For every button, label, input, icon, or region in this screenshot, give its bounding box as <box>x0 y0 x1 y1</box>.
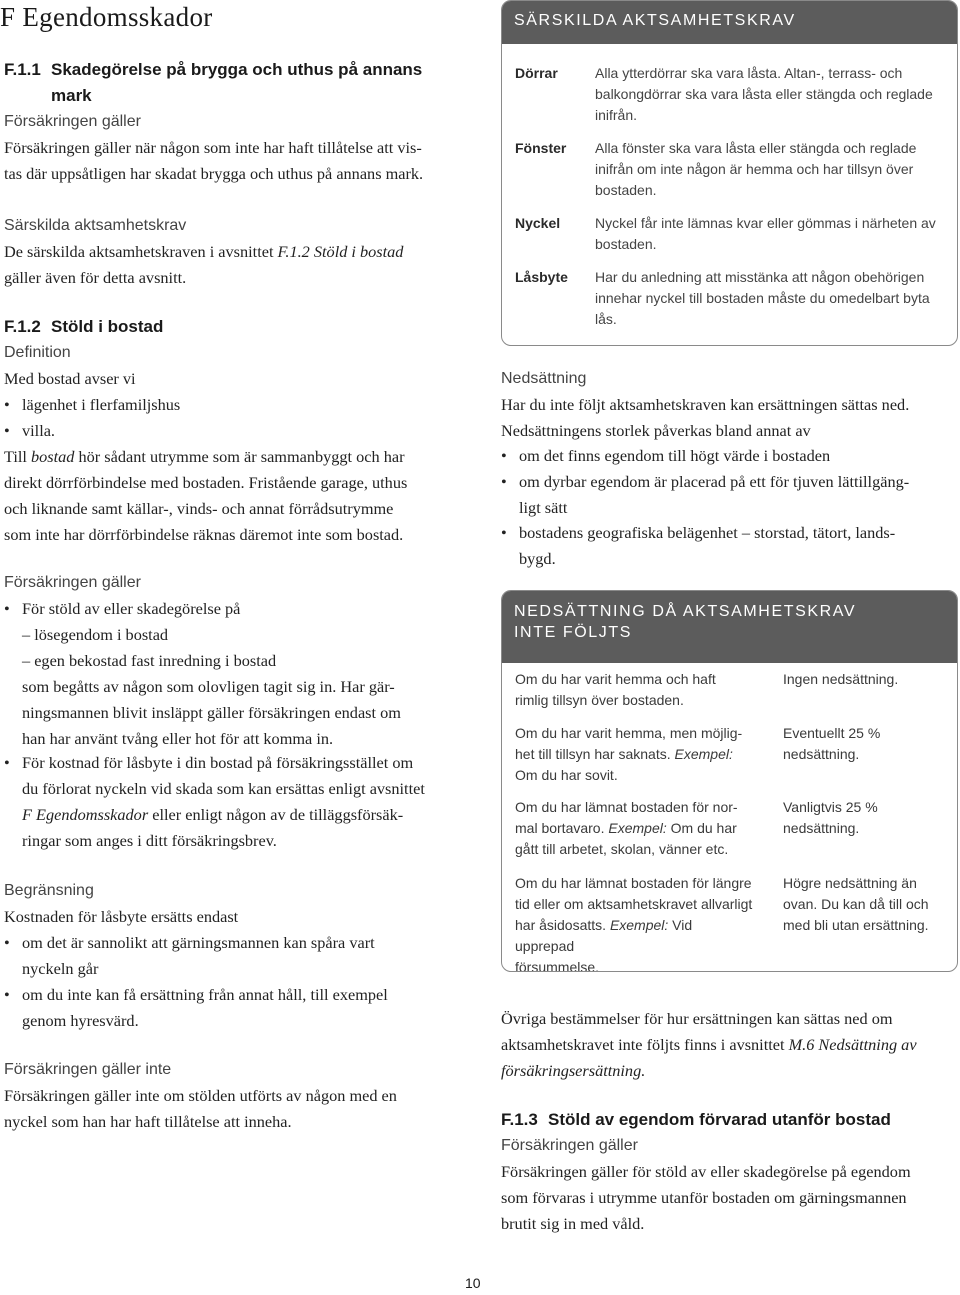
limitation-list <box>4 930 474 956</box>
requirement-label: Nyckel <box>515 215 561 231</box>
text: het till tillsyn har saknats. <box>515 746 675 762</box>
text: De särskilda aktsamhetskraven i avsnittet <box>4 242 278 261</box>
paragraph-line: direkt dörrförbindelse med bostaden. Fristående garage, uthus <box>4 473 408 492</box>
requirement-text <box>595 213 943 255</box>
text-line: nedsättning. <box>783 820 860 836</box>
text-line: Har du anledning att misstänka att någon obehörigen <box>595 269 925 285</box>
paragraph-line: genom hyresvärd. <box>22 1011 139 1030</box>
paragraph-line: Har du inte följt aktsamhetskraven kan ersättningen sättas ned. <box>501 395 910 414</box>
list-item: • lägenhet i flerfamiljshus <box>4 392 474 418</box>
paragraph-line <box>4 239 474 265</box>
section-reference: M.6 Nedsättning av <box>788 1035 917 1054</box>
text-line: rimlig tillsyn över bostaden. <box>515 692 684 708</box>
section-reference: försäkringsersättning. <box>501 1061 646 1080</box>
text-line <box>515 915 755 957</box>
paragraph-line: Nedsättningens storlek påverkas bland annat av <box>501 421 811 440</box>
reduction-cell <box>783 723 943 765</box>
list-item: • om du inte kan få ersättning från annat håll, till exempel <box>4 982 474 1008</box>
paragraph-line: ligt sätt <box>519 498 568 517</box>
subheading: Nedsättning <box>501 370 587 387</box>
section-heading-line: Stöld i bostad <box>51 317 164 336</box>
list-item: • om det finns egendom till högt värde i bostaden <box>501 443 958 469</box>
paragraph-line <box>4 802 474 828</box>
text: Till <box>4 447 32 466</box>
list-item: • villa. <box>4 418 474 444</box>
paragraph-line: och liknande samt källar-, vinds- och annat förrådsutrymme <box>4 499 394 518</box>
text-line: Eventuellt 25 % <box>783 725 881 741</box>
text: Vid upprepad <box>515 917 693 954</box>
paragraph-line: han har använt tvång eller hot för att komma in. <box>22 729 334 748</box>
text-line: inifrån. <box>595 107 638 123</box>
list-item: • bostadens geografiska belägenhet – storstad, tätort, lands- <box>501 520 958 546</box>
subheading: Begränsning <box>4 882 94 899</box>
paragraph-line: som begåtts av någon som olovligen tagit sig in. Har gär- <box>22 677 395 696</box>
text: hör sådant utrymme som är sammanbyggt och har <box>74 447 405 466</box>
text-line <box>515 818 755 839</box>
paragraph-line: Försäkringen gäller när någon som inte har haft tillåtelse att vis- <box>4 138 422 157</box>
page-number: 10 <box>465 1275 481 1291</box>
paragraph-line: ringar som anges i ditt försäkringsbrev. <box>22 831 277 850</box>
situation-cell <box>515 669 755 711</box>
paragraph-line: Övriga bestämmelser för hur ersättningen kan sättas ned om <box>501 1009 893 1028</box>
box-header: SÄRSKILDA AKTSAMHETSKRAV <box>502 1 957 44</box>
paragraph-line: nyckeln går <box>22 959 99 978</box>
text: bostad <box>31 447 75 466</box>
text-line: Om du har lämnat bostaden för längre <box>515 875 752 891</box>
requirement-label: Låsbyte <box>515 269 568 285</box>
requirement-text <box>595 138 943 201</box>
definition-list <box>4 392 474 444</box>
section-number: F.1.2 <box>4 317 41 336</box>
text: Om du har <box>666 820 737 836</box>
subheading: Definition <box>4 344 71 361</box>
reduction-factors-list <box>501 443 958 495</box>
box-header-line: INTE FÖLJTS <box>514 624 633 641</box>
precaution-requirements-box <box>501 0 958 346</box>
text-line: bostaden. <box>595 236 657 252</box>
text: Exempel: <box>609 917 669 933</box>
section-heading-f113 <box>501 1107 958 1133</box>
text: Exempel: <box>608 820 667 836</box>
reduction-row <box>502 663 957 714</box>
text-line: ovan. Du kan då till och <box>783 896 929 912</box>
text-line: Om du har varit hemma och haft <box>515 671 716 687</box>
text-line: Om du har lämnat bostaden för nor- <box>515 799 738 815</box>
text-line: inifrån om inte någon är hemma och har tillsyn över <box>595 161 914 177</box>
paragraph-line: du förlorat nyckeln vid skada som kan ersättas enligt avsnittet <box>22 779 425 798</box>
text-line: Högre nedsättning än <box>783 875 917 891</box>
section-heading-line: mark <box>51 86 92 105</box>
section-number: F.1.1 <box>4 60 41 79</box>
coverage-list <box>4 750 474 776</box>
section-number: F.1.3 <box>501 1110 538 1129</box>
section-heading-line: Skadegörelse på brygga och uthus på annans <box>51 60 423 79</box>
text-line: Nyckel får inte lämnas kvar eller gömmas i närheten av <box>595 215 936 231</box>
paragraph-line: som inte har dörrförbindelse räknas däremot inte som bostad. <box>4 525 404 544</box>
requirement-text <box>595 267 943 330</box>
section-reference: F Egendomsskador <box>22 805 149 824</box>
dash-item: – lösegendom i bostad <box>22 625 169 644</box>
text-line: Om du har varit hemma, men möjlig- <box>515 725 743 741</box>
section-heading-line: Stöld av egendom förvarad utanför bostad <box>548 1110 891 1129</box>
text: eller enligt någon av de tilläggsförsäk- <box>148 805 404 824</box>
text-line <box>515 744 755 765</box>
paragraph-line: nyckel som han har haft tillåtelse att inneha. <box>4 1112 292 1131</box>
paragraph-line: tas där uppsåtligen har skadat brygga och uthus på annans mark. <box>4 164 424 183</box>
limitation-list <box>4 982 474 1008</box>
subheading: Försäkringen gäller <box>501 1137 638 1154</box>
section-heading-f112 <box>4 314 474 340</box>
situation-cell <box>515 723 755 786</box>
paragraph-line <box>4 444 474 470</box>
paragraph-line: bygd. <box>519 549 556 568</box>
text-line: försummelse. <box>515 959 600 972</box>
text-line: balkongdörrar ska vara låsta eller stängda och reglade <box>595 86 933 102</box>
dash-item: – egen bekostad fast inredning i bostad <box>22 651 277 670</box>
situation-cell <box>515 873 755 972</box>
text: mal bortavaro. <box>515 820 609 836</box>
box-header <box>502 591 957 663</box>
reduction-row <box>502 791 957 861</box>
list-item: • För kostnad för låsbyte i din bostad på försäkringsstället om <box>4 750 474 776</box>
reduction-cell <box>783 873 943 936</box>
text-line: Vanligtvis 25 % <box>783 799 878 815</box>
text: Exempel: <box>674 746 733 762</box>
text-line: med bli utan ersättning. <box>783 917 929 933</box>
list-item: • om dyrbar egendom är placerad på ett för tjuven lättillgäng- <box>501 469 958 495</box>
text-line: lås. <box>595 311 617 327</box>
paragraph-line: brutit sig in med våld. <box>501 1214 645 1233</box>
subheading: Försäkringen gäller <box>4 113 141 130</box>
reduction-cell <box>783 669 943 690</box>
text-line: Alla fönster ska vara låsta eller stängda och reglade <box>595 140 917 156</box>
requirement-label: Fönster <box>515 140 567 156</box>
paragraph-line: ningsmannen blivit insläppt gäller försäkringen endast om <box>22 703 401 722</box>
text-line: Ingen nedsättning. <box>783 671 899 687</box>
reduction-table-box <box>501 590 958 972</box>
text: har åsidosatts. <box>515 917 610 933</box>
text-line: Om du har sovit. <box>515 767 618 783</box>
requirement-label: Dörrar <box>515 65 558 81</box>
subheading: Försäkringen gäller inte <box>4 1061 172 1078</box>
paragraph-line: Försäkringen gäller för stöld av eller skadegörelse på egendom <box>501 1162 911 1181</box>
paragraph-line: gäller även för detta avsnitt. <box>4 268 187 287</box>
page-title: F Egendomsskador <box>0 2 213 32</box>
text-line: gått till arbetet, skolan, vänner etc. <box>515 841 729 857</box>
text-line: Alla ytterdörrar ska vara låsta. Altan-, terrass- och <box>595 65 903 81</box>
coverage-list <box>4 596 474 622</box>
section-heading-f111 <box>4 57 474 109</box>
section-reference: F.1.2 Stöld i bostad <box>277 242 404 261</box>
paragraph-line: som förvaras i utrymme utanför bostaden om gärningsmannen <box>501 1188 907 1207</box>
reduction-row <box>502 867 957 972</box>
reduction-factors-list <box>501 520 958 546</box>
text-line: innehar nyckel till bostaden måste du omedelbart byta <box>595 290 930 306</box>
box-header-line: NEDSÄTTNING DÅ AKTSAMHETSKRAV <box>514 603 857 620</box>
subheading: Särskilda aktsamhetskrav <box>4 217 187 234</box>
text-line: tid eller om aktsamhetskravet allvarligt <box>515 896 753 912</box>
text-line: bostaden. <box>595 182 657 198</box>
situation-cell <box>515 797 755 860</box>
paragraph-line: Med bostad avser vi <box>4 369 136 388</box>
requirement-text <box>595 63 943 126</box>
list-item: • För stöld av eller skadegörelse på <box>4 596 474 622</box>
reduction-cell <box>783 797 943 839</box>
text: aktsamhetskravet inte följts finns i avsnittet <box>501 1035 789 1054</box>
paragraph-line: Försäkringen gäller inte om stölden utförts av någon med en <box>4 1086 397 1105</box>
paragraph-line: Kostnaden för låsbyte ersätts endast <box>4 907 239 926</box>
reduction-row <box>502 717 957 787</box>
paragraph-line <box>501 1058 958 1084</box>
paragraph-line <box>501 1032 958 1058</box>
subheading: Försäkringen gäller <box>4 574 141 591</box>
text-line: nedsättning. <box>783 746 860 762</box>
list-item: • om det är sannolikt att gärningsmannen kan spåra vart <box>4 930 474 956</box>
